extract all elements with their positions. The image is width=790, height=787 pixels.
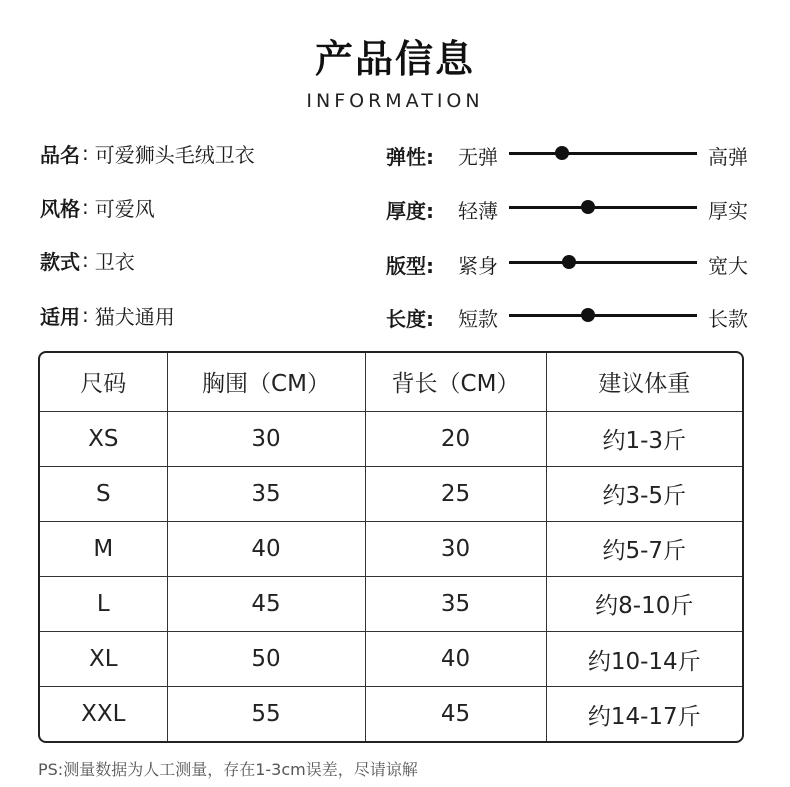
scale-marker xyxy=(581,308,595,322)
cell-chest: 50 xyxy=(167,632,365,687)
column-header-chest: 胸围（CM） xyxy=(167,353,365,411)
cell-back-length: 45 xyxy=(365,687,546,741)
cell-back-length: 35 xyxy=(365,576,546,631)
scale-low-label: 无弹 xyxy=(458,145,498,169)
scale-low-label: 紧身 xyxy=(458,254,498,278)
measurement-note: PS:测量数据为人工测量，存在1-3cm误差，尽请谅解 xyxy=(38,760,418,779)
cell-weight: 约8-10斤 xyxy=(546,576,742,631)
cell-back-length: 40 xyxy=(365,632,546,687)
scale-high-label: 宽大 xyxy=(708,254,748,278)
cell-chest: 45 xyxy=(167,576,365,631)
scale-high-label: 长款 xyxy=(708,307,748,331)
scale-track xyxy=(509,206,697,209)
detail-label: 款式 xyxy=(40,249,80,274)
scale-track xyxy=(509,152,697,155)
table-header-row xyxy=(40,353,742,411)
scale-marker xyxy=(555,146,569,160)
cell-size: XL xyxy=(40,632,167,687)
detail-row-style xyxy=(40,192,155,222)
page-title: 产品信息 xyxy=(314,37,475,81)
size-chart xyxy=(38,351,744,743)
scale-track xyxy=(509,314,697,317)
detail-colon: : xyxy=(82,195,89,219)
detail-colon: : xyxy=(82,303,89,327)
scale-marker xyxy=(562,255,576,269)
scale-row-elasticity xyxy=(386,138,748,168)
detail-row-name xyxy=(40,138,255,168)
scale-row-fit xyxy=(386,247,748,277)
cell-weight: 约10-14斤 xyxy=(546,632,742,687)
cell-size: XXL xyxy=(40,687,167,741)
detail-value: 可爱风 xyxy=(94,196,155,221)
scale-track xyxy=(509,261,697,264)
table-row xyxy=(40,687,742,741)
detail-label: 适用 xyxy=(40,304,80,329)
detail-colon: : xyxy=(82,248,89,272)
cell-back-length: 25 xyxy=(365,466,546,521)
scale-label: 版型: xyxy=(386,254,434,278)
detail-value: 猫犬通用 xyxy=(94,304,175,329)
detail-value: 可爱狮头毛绒卫衣 xyxy=(94,142,255,167)
cell-size: S xyxy=(40,466,167,521)
page-subtitle: INFORMATION xyxy=(306,90,484,112)
scale-high-label: 厚实 xyxy=(708,199,748,223)
cell-size: M xyxy=(40,521,167,576)
table-row xyxy=(40,576,742,631)
scale-high-label: 高弹 xyxy=(708,145,748,169)
column-header-size: 尺码 xyxy=(40,353,167,411)
cell-back-length: 30 xyxy=(365,521,546,576)
cell-size: L xyxy=(40,576,167,631)
scale-low-label: 短款 xyxy=(458,307,498,331)
column-header-weight: 建议体重 xyxy=(546,353,742,411)
scale-label: 长度: xyxy=(386,307,434,331)
table-row xyxy=(40,466,742,521)
detail-colon: : xyxy=(82,141,89,165)
cell-weight: 约14-17斤 xyxy=(546,687,742,741)
table-row xyxy=(40,411,742,466)
cell-chest: 40 xyxy=(167,521,365,576)
column-header-back-length: 背长（CM） xyxy=(365,353,546,411)
cell-size: XS xyxy=(40,411,167,466)
detail-value: 卫衣 xyxy=(94,249,135,274)
scale-marker xyxy=(581,200,595,214)
scale-row-thickness xyxy=(386,192,748,222)
cell-chest: 55 xyxy=(167,687,365,741)
size-table xyxy=(40,353,742,741)
detail-row-type xyxy=(40,245,135,275)
scale-row-length xyxy=(386,300,748,330)
detail-row-suitable xyxy=(40,300,175,330)
scale-low-label: 轻薄 xyxy=(458,199,498,223)
table-row xyxy=(40,632,742,687)
table-row xyxy=(40,521,742,576)
detail-label: 品名 xyxy=(40,142,80,167)
scale-label: 厚度: xyxy=(386,199,434,223)
cell-chest: 35 xyxy=(167,466,365,521)
cell-back-length: 20 xyxy=(365,411,546,466)
scale-label: 弹性: xyxy=(386,145,434,169)
cell-weight: 约3-5斤 xyxy=(546,466,742,521)
cell-weight: 约1-3斤 xyxy=(546,411,742,466)
cell-weight: 约5-7斤 xyxy=(546,521,742,576)
detail-label: 风格 xyxy=(40,196,80,221)
cell-chest: 30 xyxy=(167,411,365,466)
